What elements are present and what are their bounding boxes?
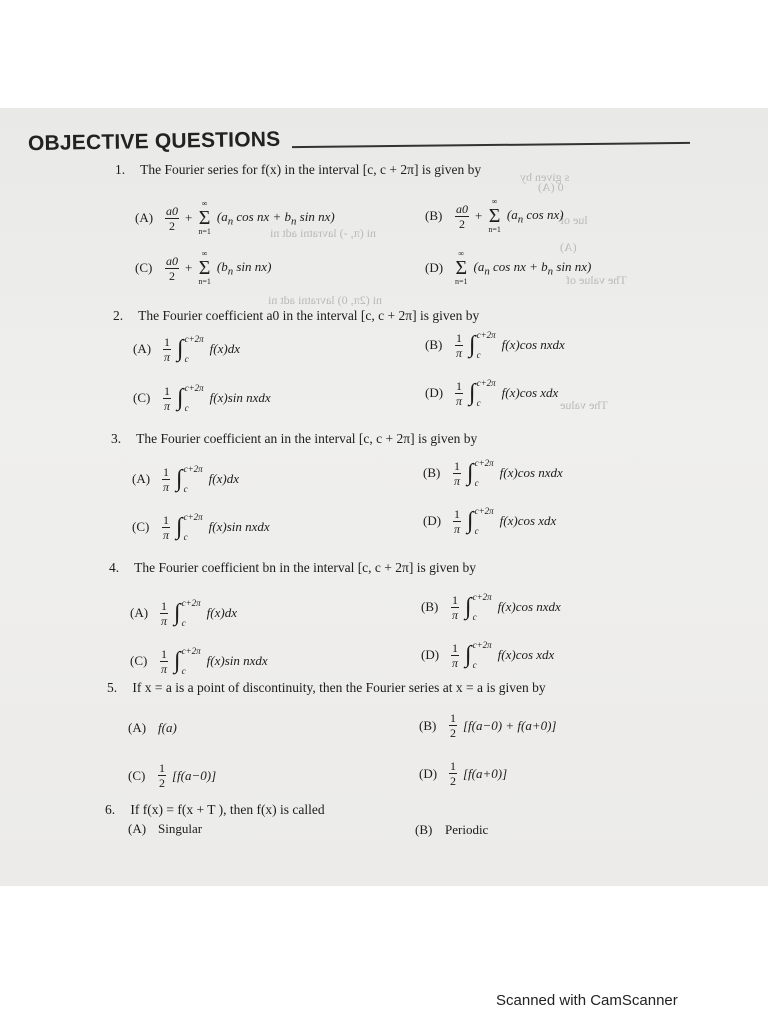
q5-option-b[interactable]	[419, 712, 556, 739]
option-expression: Periodic	[445, 822, 489, 837]
fraction: $\frac{1}{\pi}$	[163, 334, 170, 364]
fraction: $\frac{1}{\pi}$	[160, 598, 167, 628]
fraction: $\frac{1}{\pi}$	[451, 640, 458, 670]
q2-option-b[interactable]	[425, 330, 565, 360]
option-expression: f(x)sin nxdx	[209, 390, 271, 405]
question-text: The Fourier coefficient an in the interval [c, c + 2π] is given by	[136, 431, 478, 446]
option-label: (A)	[135, 210, 154, 225]
heading-rule	[292, 142, 690, 148]
option-expression: f(x)cos xdx	[497, 647, 555, 662]
option-label: (B)	[421, 599, 439, 614]
q3-option-c[interactable]	[132, 512, 270, 542]
q3-option-b[interactable]	[423, 458, 563, 488]
fraction: $\frac{1}{\pi}$	[451, 592, 458, 622]
option-label: (A)	[130, 605, 149, 620]
option-label: (B)	[415, 822, 433, 837]
q4-option-c[interactable]	[130, 646, 268, 676]
fraction: $\frac{1}{2}$	[159, 761, 165, 790]
option-expression: [f(a−0)]	[172, 767, 217, 783]
fraction: $\frac{1}{\pi}$	[162, 512, 169, 542]
q1-option-d[interactable]: (D) ∞ Σ n=1 ($a_n$ cos nx + $b_n$ sin nx)	[425, 249, 592, 286]
q4-option-b[interactable]	[421, 592, 561, 622]
question-number: 2.	[113, 308, 124, 323]
integral-symbol: ∫ c+2π c	[174, 598, 201, 628]
option-label: (C)	[130, 653, 148, 668]
question-text: The Fourier coefficient a0 in the interval [c, c + 2π] is given by	[138, 308, 480, 323]
question-3	[111, 431, 477, 447]
integral-symbol: ∫ c+2π c	[177, 334, 204, 364]
fraction: $\frac{1}{\pi}$	[160, 646, 167, 676]
option-label: (B)	[419, 717, 437, 733]
option-expression: f(x)cos nxdx	[501, 337, 565, 352]
fraction: $\frac{1}{\pi}$	[162, 464, 169, 494]
q3-option-a[interactable]	[132, 464, 239, 494]
option-label: (B)	[425, 337, 443, 352]
fraction: $\frac{1}{\pi}$	[453, 458, 460, 488]
bleed-text: ni (2π, 0) lavratni adt ni	[268, 293, 383, 307]
option-expression: f(x)sin nxdx	[206, 653, 268, 668]
integral-symbol: ∫ c+2π c	[174, 646, 201, 676]
option-label: (B)	[425, 208, 443, 223]
fraction: $\frac{1}{\pi}$	[453, 506, 460, 536]
option-label: (C)	[132, 519, 150, 534]
page-heading: OBJECTIVE QUESTIONS	[27, 127, 281, 156]
option-expression: f(x)cos nxdx	[499, 465, 563, 480]
question-text: The Fourier coefficient bn in the interval [c, c + 2π] is given by	[134, 560, 476, 575]
q1-option-b[interactable]: (B) $\frac{a0}{2}$ + ∞ Σ n=1 ($a_n$ cos nx)	[425, 197, 564, 234]
option-label: (A)	[132, 471, 151, 486]
q6-option-b[interactable]	[415, 822, 488, 838]
bleed-text: 0 (A)	[538, 180, 564, 194]
option-label: (D)	[425, 260, 444, 275]
fraction: $\frac{1}{\pi}$	[455, 378, 462, 408]
option-label: (C)	[128, 767, 146, 783]
bleed-text: The value of	[566, 273, 627, 287]
question-number: 5.	[107, 680, 118, 695]
option-label: (A)	[133, 341, 152, 356]
option-label: (A)	[128, 720, 147, 735]
option-expression: f(x)cos xdx	[501, 385, 559, 400]
integral-symbol: ∫ c+2π c	[469, 378, 496, 408]
bleed-text: lue of	[560, 213, 588, 227]
fraction: $\frac{1}{2}$	[450, 759, 456, 788]
bleed-text: ni (π, -) lavratni adt ni	[270, 226, 377, 240]
q1-option-a[interactable]: (A) $\frac{a0}{2}$ + ∞ Σ n=1 ($a_n$ cos nx + $b_n$ sin nx)	[135, 199, 335, 236]
summation-symbol: ∞ Σ n=1	[488, 197, 501, 234]
q4-option-d[interactable]	[421, 640, 554, 670]
integral-symbol: ∫ c+2π c	[176, 512, 203, 542]
option-label: (A)	[128, 821, 147, 836]
integral-symbol: ∫ c+2π c	[467, 458, 494, 488]
option-expression: [f(a−0) + f(a+0)]	[463, 717, 557, 733]
option-expression: [f(a+0)]	[463, 765, 508, 781]
q2-option-a[interactable]	[133, 334, 240, 364]
option-label: (D)	[425, 385, 444, 400]
q2-option-d[interactable]	[425, 378, 558, 408]
q3-option-d[interactable]	[423, 506, 556, 536]
integral-symbol: ∫ c+2π c	[176, 464, 203, 494]
option-label: (D)	[419, 765, 438, 781]
fraction: $\frac{1}{\pi}$	[163, 383, 170, 413]
fraction: $\frac{a0}{2}$	[456, 201, 468, 231]
question-number: 3.	[111, 431, 122, 446]
bleed-text: The value	[560, 398, 608, 412]
q6-option-a[interactable]	[128, 821, 202, 837]
question-text: If f(x) = f(x + T ), then f(x) is called	[130, 802, 325, 817]
integral-symbol: ∫ c+2π c	[465, 640, 492, 670]
bleed-text: s given by	[520, 170, 570, 184]
question-2	[113, 308, 479, 324]
option-label: (D)	[423, 513, 442, 528]
question-4	[109, 560, 476, 576]
option-label: (D)	[421, 647, 440, 662]
question-1	[115, 162, 481, 178]
option-expression: f(x)dx	[208, 471, 239, 486]
fraction: $\frac{1}{2}$	[450, 711, 456, 740]
option-expression: f(a)	[158, 720, 177, 735]
option-label: (B)	[423, 465, 441, 480]
question-text: The Fourier series for f(x) in the interval [c, c + 2π] is given by	[140, 162, 482, 177]
integral-symbol: ∫ c+2π c	[465, 592, 492, 622]
option-label: (C)	[135, 260, 153, 275]
summation-symbol: ∞ Σ n=1	[455, 249, 468, 286]
option-label: (C)	[133, 390, 151, 405]
option-expression: f(x)dx	[209, 341, 240, 356]
summation-symbol: ∞ Σ n=1	[198, 249, 211, 286]
option-expression: f(x)cos nxdx	[497, 599, 561, 614]
integral-symbol: ∫ c+2π c	[467, 506, 494, 536]
question-number: 4.	[109, 560, 120, 575]
fraction: $\frac{a0}{2}$	[166, 253, 178, 283]
q4-option-a[interactable]	[130, 598, 237, 628]
scanned-page	[0, 108, 768, 886]
q5-option-d[interactable]	[419, 760, 507, 787]
option-expression: Singular	[158, 821, 203, 836]
question-number: 6.	[105, 802, 116, 817]
fraction: $\frac{1}{\pi}$	[455, 330, 462, 360]
question-6	[105, 802, 325, 818]
option-expression: f(x)dx	[206, 605, 237, 620]
q1-option-c[interactable]: (C) $\frac{a0}{2}$ + ∞ Σ n=1 ($b_n$ sin nx)	[135, 249, 272, 286]
q5-option-c[interactable]	[128, 762, 216, 789]
question-text: If x = a is a point of discontinuity, then the Fourier series at x = a is given by	[132, 680, 546, 695]
scanner-watermark: Scanned with CamScanner	[496, 992, 678, 1009]
option-expression: f(x)cos xdx	[499, 513, 557, 528]
integral-symbol: ∫ c+2π c	[469, 330, 496, 360]
option-expression: f(x)sin nxdx	[208, 519, 270, 534]
q2-option-c[interactable]	[133, 383, 271, 413]
summation-symbol: ∞ Σ n=1	[198, 199, 211, 236]
fraction: $\frac{a0}{2}$	[166, 203, 178, 233]
integral-symbol: ∫ c+2π c	[177, 383, 204, 413]
question-number: 1.	[115, 162, 126, 177]
bleed-text: (A)	[560, 240, 577, 254]
q5-option-a[interactable]	[128, 720, 177, 736]
question-5	[107, 680, 546, 696]
